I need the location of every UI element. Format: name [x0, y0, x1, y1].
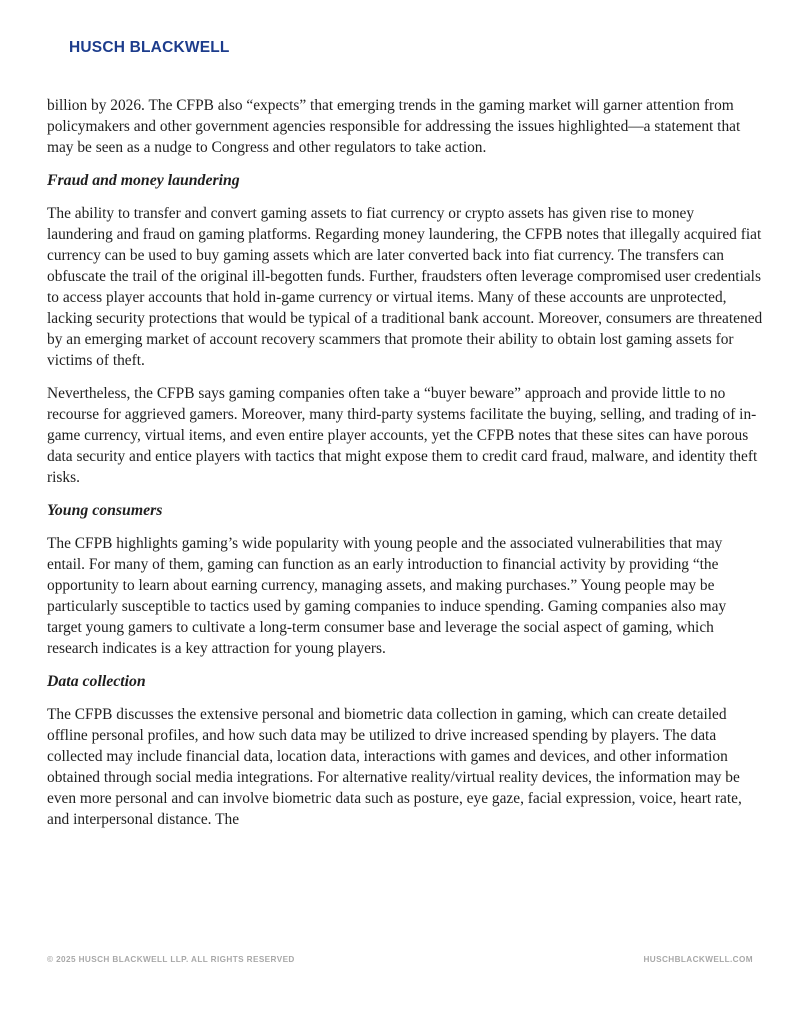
footer-copyright: © 2025 HUSCH BLACKWELL LLP. ALL RIGHTS RESERVED	[47, 955, 295, 964]
paragraph-money-laundering: The ability to transfer and convert gaming assets to fiat currency or crypto assets has given rise to money laundering and fraud on gaming platforms. Regarding money laundering, the CFPB notes that illegally acquired fiat currency can be used to buy gaming assets which are later converted back into fiat currency. The transfers can obfuscate the trail of the original ill-begotten funds. Further, fraudsters often leverage compromised user credentials to access player accounts that hold in-game currency or virtual items. Many of these accounts are unprotected, lacking security protections that would be typical of a traditional bank account. Moreover, consumers are threatened by an emerging market of account recovery scammers that promote their ability to obtain lost gaming assets for victims of theft.	[47, 205, 763, 369]
article-body	[47, 95, 763, 842]
company-logo: HUSCH BLACKWELL	[69, 39, 230, 56]
paragraph-data-collection: The CFPB discusses the extensive personal and biometric data collection in gaming, which can create detailed offline personal profiles, and how such data may be utilized to drive increased spending by players. The data collected may include financial data, location data, interactions with games and devices, and other information obtained through social media integrations. For alternative reality/virtual reality devices, the information may be even more personal and can involve biometric data such as posture, eye gaze, facial expression, voice, heart rate, and interpersonal distance. The	[47, 706, 742, 828]
section-heading-young-consumers: Young consumers	[47, 502, 163, 519]
footer-website-link[interactable]: HUSCHBLACKWELL.COM	[643, 955, 753, 964]
section-heading-fraud: Fraud and money laundering	[47, 172, 240, 189]
paragraph-young-consumers: The CFPB highlights gaming’s wide popularity with young people and the associated vulnerabilities that may entail. For many of them, gaming can function as an early introduction to financial activity by providing “the opportunity to learn about earning currency, managing assets, and making purchases.” Young people may be particularly susceptible to tactics used by gaming companies to induce spending. Gaming companies also may target young gamers to cultivate a long-term consumer base and leverage the social aspect of gaming, which research indicates is a key attraction for young players.	[47, 535, 727, 657]
paragraph-buyer-beware: Nevertheless, the CFPB says gaming companies often take a “buyer beware” approach and provide little to no recourse for aggrieved gamers. Moreover, many third-party systems facilitate the buying, selling, and trading of in-game currency, virtual items, and even entire player accounts, yet the CFPB notes that these sites can have porous data security and entice players with tactics that might expose them to credit card fraud, malware, and identity theft risks.	[47, 385, 758, 486]
section-heading-data-collection: Data collection	[47, 673, 146, 690]
paragraph-intro: billion by 2026. The CFPB also “expects” that emerging trends in the gaming market will garner attention from policymakers and other government agencies responsible for addressing the issues highlighted—a statement that may be seen as a nudge to Congress and other regulators to take action.	[47, 97, 741, 156]
